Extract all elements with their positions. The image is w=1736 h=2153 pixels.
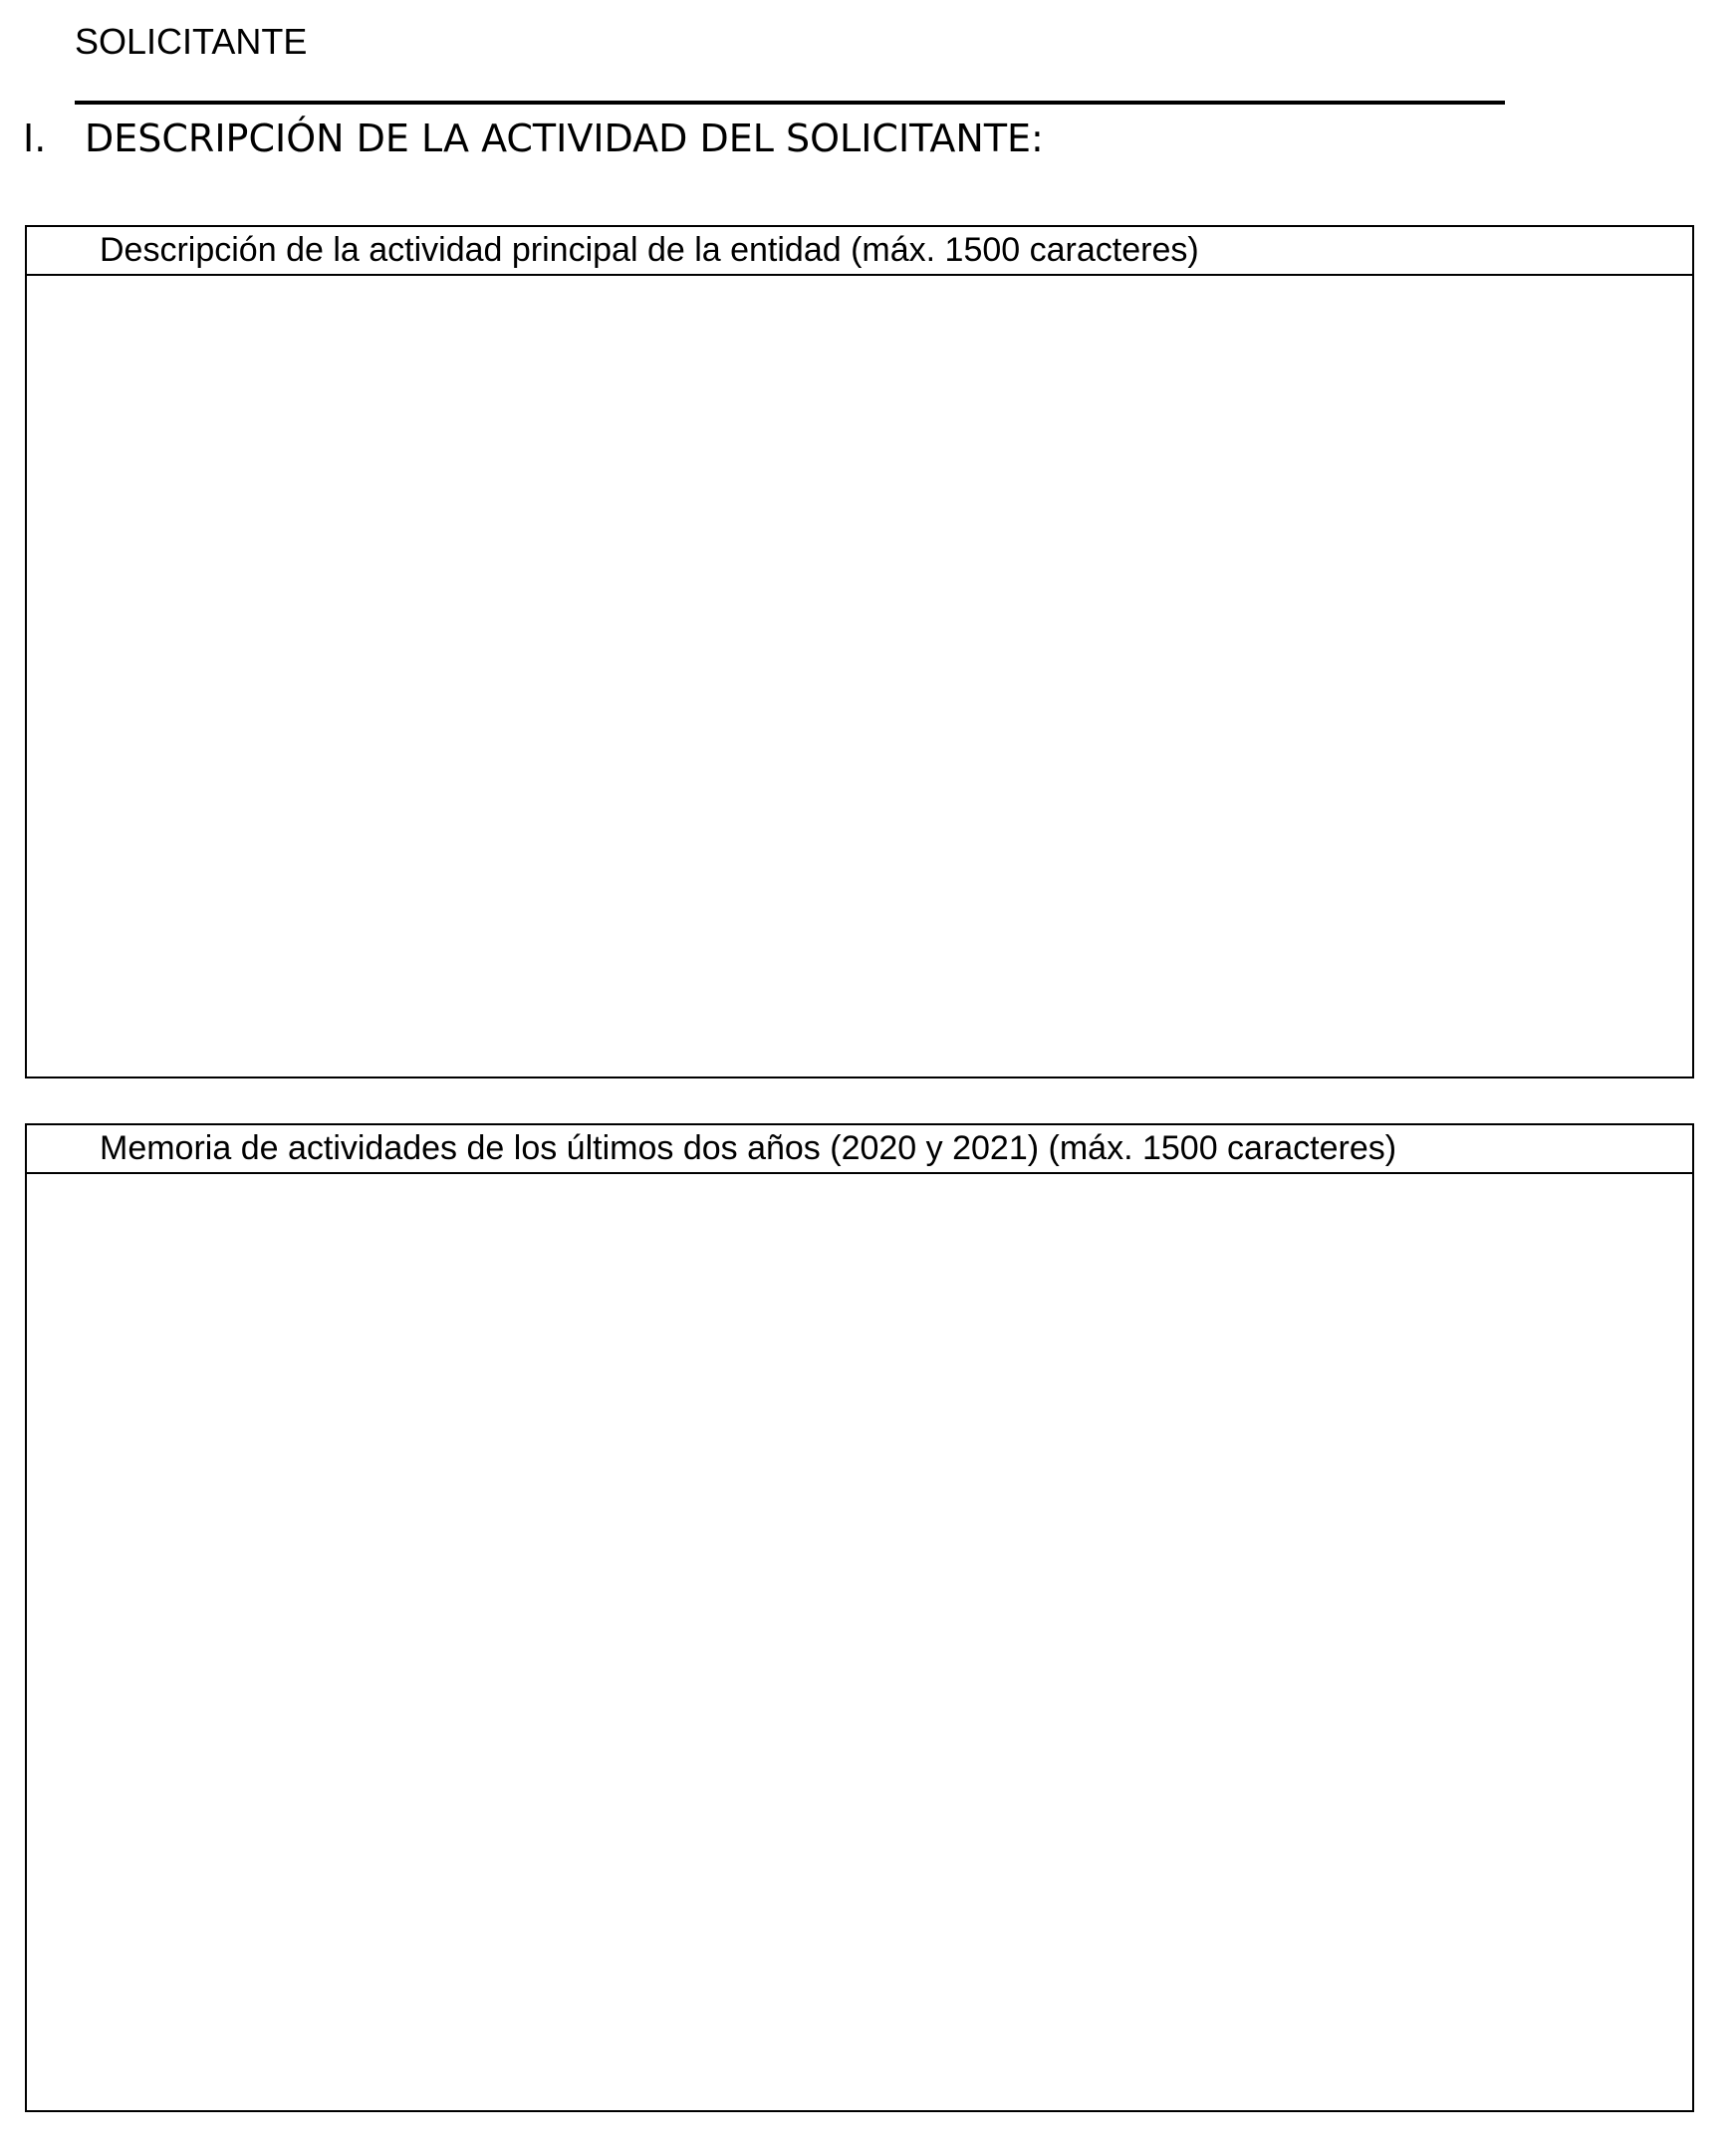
section-title: DESCRIPCIÓN DE LA ACTIVIDAD DEL SOLICITANTE:	[85, 117, 1044, 160]
section-number: I.	[23, 117, 47, 160]
section-heading	[23, 112, 1044, 165]
activity-report-input[interactable]	[27, 1174, 1692, 2112]
applicant-name-line[interactable]	[75, 101, 1505, 105]
main-activity-box	[25, 225, 1694, 1078]
applicant-label: SOLICITANTE	[75, 21, 308, 62]
activity-report-box	[25, 1123, 1694, 2112]
main-activity-label: Descripción de la actividad principal de la entidad (máx. 1500 caracteres)	[27, 227, 1692, 276]
main-activity-input[interactable]	[27, 276, 1692, 1078]
activity-report-label: Memoria de actividades de los últimos dos años (2020 y 2021) (máx. 1500 caracteres)	[27, 1125, 1692, 1174]
